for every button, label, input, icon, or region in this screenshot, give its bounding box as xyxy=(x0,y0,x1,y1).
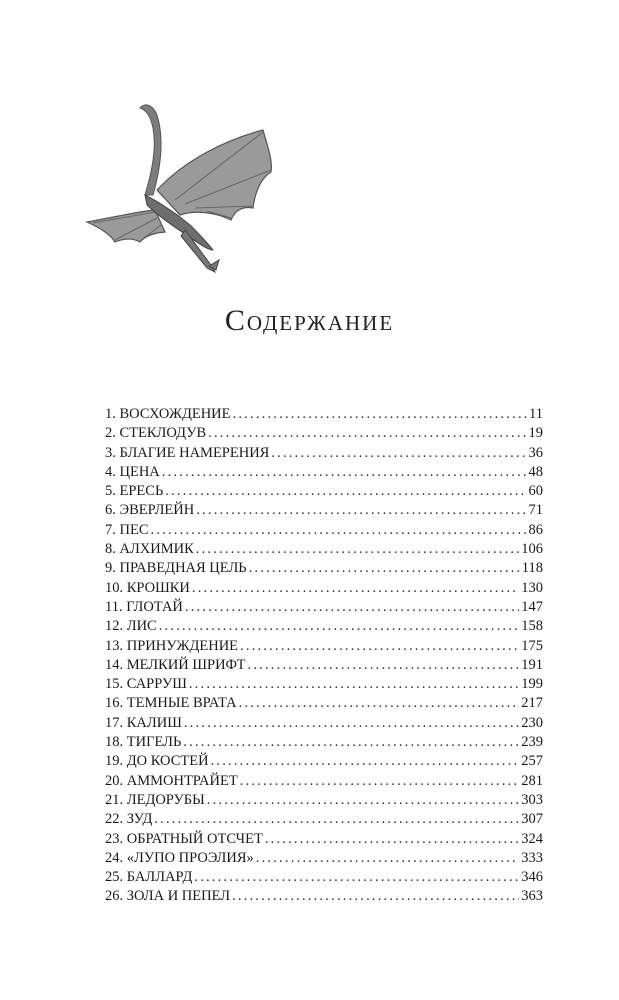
toc-entry xyxy=(105,791,543,810)
chapter-title: 26. ЗОЛА И ПЕПЕЛ xyxy=(105,888,231,905)
page-number: 191 xyxy=(521,656,543,673)
page-number: 175 xyxy=(521,637,543,654)
page-number: 257 xyxy=(521,753,543,770)
table-of-contents xyxy=(105,405,543,907)
dot-leader xyxy=(151,521,527,540)
page-number: 48 xyxy=(528,463,543,480)
page-number: 303 xyxy=(521,791,543,808)
dot-leader xyxy=(184,714,519,733)
toc-entry xyxy=(105,714,543,733)
page-number: 60 xyxy=(528,483,543,500)
dot-leader xyxy=(232,887,519,906)
toc-entry xyxy=(105,540,543,559)
chapter-title: 18. ТИГЕЛЬ xyxy=(105,734,182,751)
dot-leader xyxy=(207,791,520,810)
chapter-title: 21. ЛЕДОРУБЫ xyxy=(105,791,205,808)
chapter-title: 20. АММОНТРАЙЕТ xyxy=(105,772,238,789)
chapter-title: 25. БАЛЛАРД xyxy=(105,869,193,886)
toc-entry xyxy=(105,733,543,752)
page-number: 130 xyxy=(521,579,543,596)
page-number: 199 xyxy=(521,676,543,693)
dot-leader xyxy=(159,617,520,636)
dot-leader xyxy=(256,849,520,868)
chapter-title: 15. САРРУШ xyxy=(105,676,187,693)
dot-leader xyxy=(249,559,520,578)
dot-leader xyxy=(239,694,520,713)
dot-leader xyxy=(240,772,520,791)
dot-leader xyxy=(233,405,528,424)
chapter-title: 16. ТЕМНЫЕ ВРАТА xyxy=(105,695,237,712)
toc-entry xyxy=(105,424,543,443)
page-number: 158 xyxy=(521,618,543,635)
dot-leader xyxy=(240,637,519,656)
dot-leader xyxy=(162,463,527,482)
page-number: 217 xyxy=(521,695,543,712)
dot-leader xyxy=(192,579,519,598)
chapter-title: 13. ПРИНУЖДЕНИЕ xyxy=(105,637,239,654)
chapter-title: 23. ОБРАТНЫЙ ОТСЧЕТ xyxy=(105,830,263,847)
page-number: 333 xyxy=(521,849,543,866)
dot-leader xyxy=(185,598,519,617)
page-number: 106 xyxy=(521,541,543,558)
chapter-title: 8. АЛХИМИК xyxy=(105,541,194,558)
page-number: 86 xyxy=(528,521,543,538)
toc-entry xyxy=(105,694,543,713)
toc-entry xyxy=(105,617,543,636)
toc-entry xyxy=(105,675,543,694)
dot-leader xyxy=(248,656,520,675)
toc-entry xyxy=(105,559,543,578)
dot-leader xyxy=(154,810,519,829)
chapter-title: 3. БЛАГИЕ НАМЕРЕНИЯ xyxy=(105,444,270,461)
toc-entry xyxy=(105,849,543,868)
page-number: 230 xyxy=(521,714,543,731)
page-number: 118 xyxy=(521,560,543,577)
toc-entry xyxy=(105,501,543,520)
chapter-title: 9. ПРАВЕДНАЯ ЦЕЛЬ xyxy=(105,560,247,577)
toc-entry xyxy=(105,405,543,424)
chapter-title: 6. ЭВЕРЛЕЙН xyxy=(105,502,195,519)
chapter-title: 10. КРОШКИ xyxy=(105,579,190,596)
dragon-icon xyxy=(85,100,300,275)
chapter-title: 17. КАЛИШ xyxy=(105,714,182,731)
toc-entry xyxy=(105,887,543,906)
chapter-title: 1. ВОСХОЖДЕНИЕ xyxy=(105,406,231,422)
chapter-title: 4. ЦЕНА xyxy=(105,463,160,480)
chapter-title: 11. ГЛОТАЙ xyxy=(105,598,183,615)
toc-entry xyxy=(105,752,543,771)
dot-leader xyxy=(189,675,519,694)
chapter-title: 2. СТЕКЛОДУВ xyxy=(105,425,207,442)
dot-leader xyxy=(211,752,520,771)
page-number: 239 xyxy=(521,734,543,751)
dot-leader xyxy=(165,482,526,501)
dot-leader xyxy=(208,424,526,443)
chapter-title: 19. ДО КОСТЕЙ xyxy=(105,753,209,770)
page-number: 324 xyxy=(521,830,543,847)
chapter-title: 24. «ЛУПО ПРОЭЛИЯ» xyxy=(105,849,254,866)
page-title: Содержание xyxy=(224,304,395,337)
dot-leader xyxy=(271,444,526,463)
toc-entry xyxy=(105,656,543,675)
chapter-title: 22. ЗУД xyxy=(105,811,153,828)
toc-entry xyxy=(105,810,543,829)
toc-entry xyxy=(105,637,543,656)
chapter-title: 5. ЕРЕСЬ xyxy=(105,483,164,500)
toc-entry xyxy=(105,579,543,598)
dot-leader xyxy=(196,540,519,559)
chapter-title: 7. ПЕС xyxy=(105,521,149,538)
page-number: 19 xyxy=(528,425,543,442)
toc-entry xyxy=(105,444,543,463)
page-number: 147 xyxy=(521,598,543,615)
toc-entry xyxy=(105,772,543,791)
toc-entry xyxy=(105,482,543,501)
page-number: 307 xyxy=(521,811,543,828)
chapter-title: 12. ЛИС xyxy=(105,618,157,635)
toc-entry xyxy=(105,463,543,482)
dot-leader xyxy=(196,501,526,520)
page-number: 281 xyxy=(521,772,543,789)
dot-leader xyxy=(265,830,519,849)
dot-leader xyxy=(183,733,519,752)
dot-leader xyxy=(194,868,519,887)
page-number: 11 xyxy=(529,406,543,422)
page-number: 346 xyxy=(521,869,543,886)
toc-entry xyxy=(105,521,543,540)
toc-entry xyxy=(105,868,543,887)
page-number: 363 xyxy=(521,888,543,905)
chapter-title: 14. МЕЛКИЙ ШРИФТ xyxy=(105,656,246,673)
toc-entry xyxy=(105,598,543,617)
page-number: 36 xyxy=(528,444,543,461)
page-number: 71 xyxy=(528,502,543,519)
toc-entry xyxy=(105,830,543,849)
